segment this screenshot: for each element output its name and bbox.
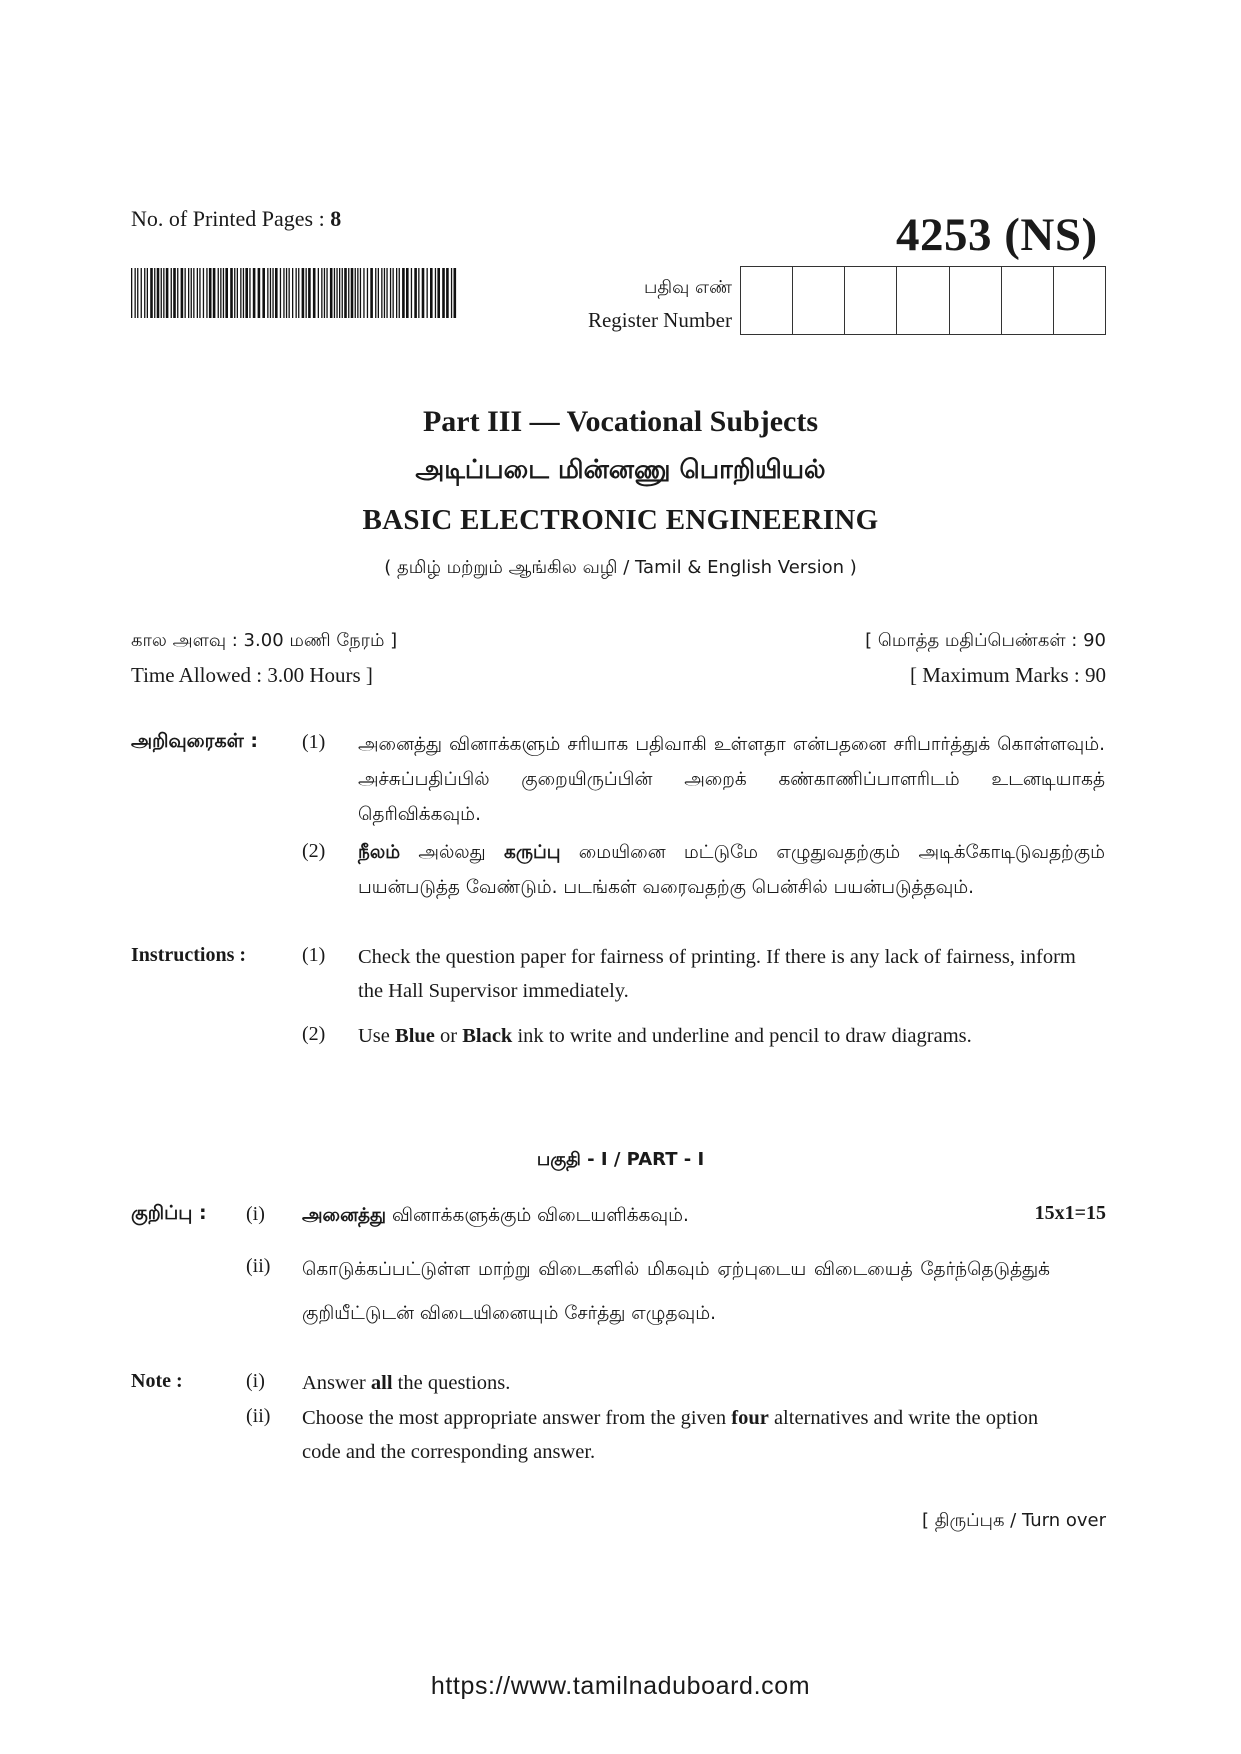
text-segment: alternatives and write the option code and the corresponding answer. xyxy=(302,1407,1039,1463)
instruction-en-2 xyxy=(358,1019,1118,1053)
note-ta-number: (ii) xyxy=(246,1255,271,1277)
text-segment: Choose the most appropriate answer from the given xyxy=(302,1407,732,1429)
printed-pages-value: 8 xyxy=(330,206,342,231)
footer-url[interactable]: https://www.tamilnaduboard.com xyxy=(430,1672,811,1700)
instruction-ta-number: (2) xyxy=(302,840,326,862)
marks-scheme: 15x1=15 xyxy=(1034,1202,1106,1224)
text-segment: the questions. xyxy=(392,1372,511,1394)
note-en-i xyxy=(302,1366,1050,1400)
text-segment: Use xyxy=(358,1025,396,1047)
register-label-ta: பதிவு எண் xyxy=(643,277,732,298)
instruction-en-1: Check the question paper for fairness of printing. If there is any lack of fairness, inform the Hall Supervisor immediately. xyxy=(358,946,1076,1002)
instruction-en-number: (2) xyxy=(302,1023,326,1045)
instruction-ta-number: (1) xyxy=(302,731,326,753)
note-ta-i xyxy=(302,1198,862,1233)
text-segment: மையினை மட்டுமே எழுதுவதற்கும் அடிக்கோடிடுவதற்கும் பயன்படுத்த வேண்டும். படங்கள் வரைவதற்கு பென்சில் பயன்படுத்தவும். xyxy=(358,842,1105,898)
text-segment: Answer xyxy=(302,1372,371,1394)
instruction-ta-1: அனைத்து வினாக்களும் சரியாக பதிவாகி உள்ளதா என்பதனை சரிபார்த்துக் கொள்ளவும். அச்சுப்பதிப்பில் குறையிருப்பின் அறைக் கண்காணிப்பாளரிடம் உடனடியாகத் தெரிவிக்கவும். xyxy=(358,734,1105,825)
note-ta-ii: கொடுக்கப்பட்டுள்ள மாற்று விடைகளில் மிகவும் ஏற்புடைய விடையைத் தேர்ந்தெடுத்துக் குறியீட்டுடன் விடையினையும் சேர்த்து எழுதவும். xyxy=(302,1259,1050,1324)
paper-code: 4253 (NS) xyxy=(896,209,1098,261)
text-segment: or xyxy=(434,1025,463,1047)
version-text: ( தமிழ் மற்றும் ஆங்கில வழி / Tamil & English Version ) xyxy=(384,557,857,578)
register-number-box[interactable] xyxy=(844,267,896,334)
time-allowed-en: Time Allowed : 3.00 Hours ] xyxy=(131,663,373,687)
register-number-labels xyxy=(540,272,732,336)
subject-title-en: BASIC ELECTRONIC ENGINEERING xyxy=(362,504,879,536)
emphasis-all: all xyxy=(370,1372,393,1394)
instructions-en-label: Instructions : xyxy=(131,944,247,966)
text-segment: அல்லது xyxy=(400,842,504,863)
emphasis-black: Black xyxy=(462,1025,513,1047)
text-segment: ink to write and underline and pencil to draw diagrams. xyxy=(512,1025,972,1047)
emphasis-black: கருப்பு xyxy=(504,842,561,863)
text-segment: வினாக்களுக்கும் விடையளிக்கவும். xyxy=(386,1205,689,1226)
emphasis-blue: நீலம் xyxy=(358,842,401,863)
instruction-ta-2 xyxy=(358,835,1105,905)
max-marks-en: [ Maximum Marks : 90 xyxy=(910,663,1106,687)
emphasis-blue: Blue xyxy=(395,1025,435,1047)
note-en-ii xyxy=(302,1401,1050,1469)
register-number-box[interactable] xyxy=(1053,267,1105,334)
note-en-label: Note : xyxy=(131,1370,183,1392)
note-ta-number: (i) xyxy=(246,1203,265,1225)
register-number-box[interactable] xyxy=(741,267,792,334)
part-heading xyxy=(0,1148,1241,1172)
subject-title-ta: அடிப்படை மின்னணு பொறியியல் xyxy=(415,455,826,485)
printed-pages-label: No. of Printed Pages : xyxy=(131,206,331,231)
max-marks-ta: [ மொத்த மதிப்பெண்கள் : 90 xyxy=(865,630,1106,651)
version-line xyxy=(0,556,1241,580)
note-en-number: (ii) xyxy=(246,1405,271,1427)
emphasis-four: four xyxy=(731,1407,769,1429)
printed-pages xyxy=(131,206,341,232)
register-number-box[interactable] xyxy=(792,267,844,334)
part-heading-text: பகுதி - I / PART - I xyxy=(536,1149,705,1170)
time-allowed-ta: கால அளவு : 3.00 மணி நேரம் ] xyxy=(131,630,398,651)
turn-over xyxy=(922,1507,1106,1533)
part-title: Part III — Vocational Subjects xyxy=(422,405,819,438)
instruction-en-number: (1) xyxy=(302,944,326,966)
register-number-box[interactable] xyxy=(1001,267,1053,334)
note-ta-label: குறிப்பு : xyxy=(131,1202,207,1224)
register-number-boxes[interactable] xyxy=(740,266,1106,335)
barcode-image xyxy=(131,268,459,318)
register-label-en: Register Number xyxy=(587,308,732,332)
emphasis-all: அனைத்து xyxy=(302,1205,387,1226)
turn-over-text: [ திருப்புக / Turn over xyxy=(921,1510,1106,1531)
instructions-ta-label: அறிவுரைகள் : xyxy=(131,730,258,752)
register-number-box[interactable] xyxy=(949,267,1001,334)
note-en-number: (i) xyxy=(246,1370,265,1392)
register-number-box[interactable] xyxy=(896,267,948,334)
